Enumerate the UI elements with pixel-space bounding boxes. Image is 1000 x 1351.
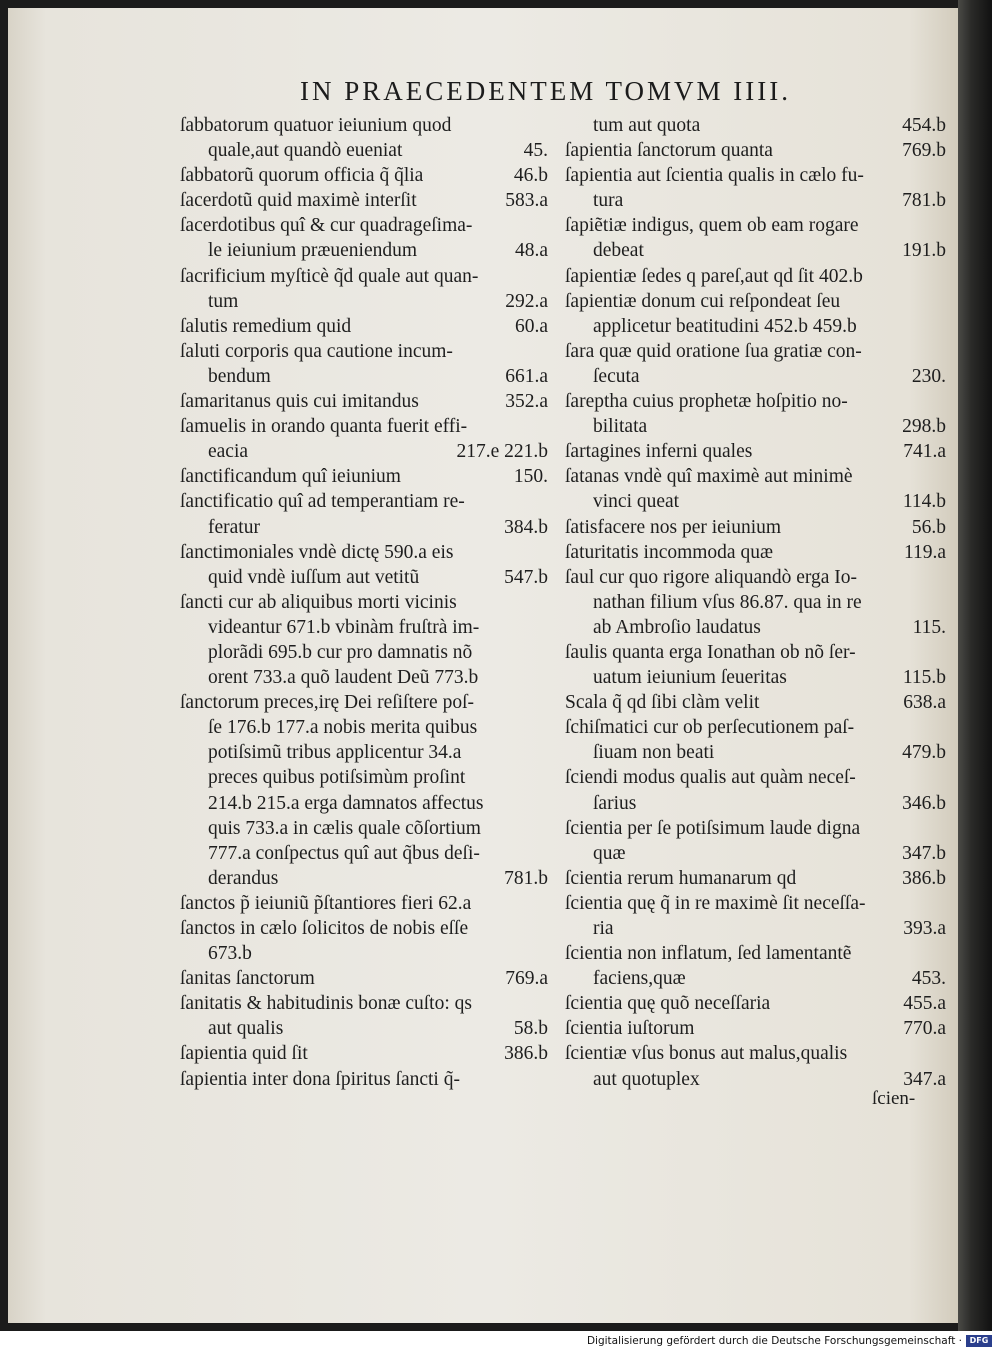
index-entry-line <box>565 941 950 966</box>
index-entry-reference: 547.b <box>504 566 548 588</box>
index-entry-text: ſartagines inferni quales <box>565 441 753 463</box>
index-entry-text: ſamuelis in orando quanta fuerit effi- <box>180 416 468 438</box>
index-entry-line <box>180 866 552 891</box>
index-entry-text: ab Ambroſio laudatus <box>593 616 761 638</box>
index-entry-line <box>565 414 950 439</box>
index-entry-reference: 217.e 221.b <box>456 441 548 463</box>
index-entry-line <box>180 891 552 916</box>
index-entry-line <box>180 138 552 163</box>
index-entry-reference: 346.b <box>902 792 946 814</box>
index-entry-reference: 781.b <box>504 867 548 889</box>
index-entry-line <box>565 464 950 489</box>
index-entry-text: debeat <box>593 240 644 262</box>
index-entry-text: bendum <box>208 365 271 387</box>
index-entry-reference: 45. <box>523 140 548 162</box>
index-entry-line <box>180 816 552 841</box>
index-entry-text: ſatisfacere nos per ieiunium <box>565 516 782 538</box>
index-entry-reference: 455.a <box>903 993 946 1015</box>
index-entry-line <box>565 439 950 464</box>
index-entry-line <box>180 1016 552 1041</box>
index-column-right <box>565 113 950 1092</box>
index-entry-line <box>565 213 950 238</box>
index-entry-line <box>180 439 552 464</box>
index-entry-text: quale,aut quandò eueniat <box>208 140 403 162</box>
index-entry-line <box>180 715 552 740</box>
index-entry-reference: 454.b <box>902 115 946 136</box>
index-entry-text: ſapientiæ donum cui reſpondeat ſeu <box>565 290 841 312</box>
index-entry-text: ſatanas vndè quî maximè aut minimè <box>565 466 853 488</box>
index-entry-line <box>565 1041 950 1066</box>
index-entry-reference: 119.a <box>903 541 946 563</box>
index-entry-reference: 393.a <box>903 918 946 939</box>
catchword: ſcien- <box>872 1088 916 1109</box>
index-entry-text: videantur 671.b vbinàm fruſtrà im- <box>208 616 480 638</box>
index-entry-reference: 769.b <box>902 140 946 162</box>
index-entry-reference: 115. <box>912 616 946 638</box>
index-entry-line <box>180 740 552 765</box>
page-header-title: IN PRAECEDENTEM TOMVM IIII. <box>300 76 791 106</box>
index-entry-line <box>180 615 552 640</box>
index-entry-line <box>180 791 552 816</box>
index-entry-line <box>565 264 950 289</box>
index-entry-text: Scala q̃ qd ſibi clàm velit <box>565 692 760 714</box>
index-entry-text: vinci queat <box>593 491 680 513</box>
index-entry-line <box>565 791 950 816</box>
index-entry-reference: 150. <box>513 466 548 488</box>
index-entry-text: quis 733.a in cælis quale cõſortium <box>208 817 481 839</box>
index-entry-text: ſapientia inter dona ſpiritus ſancti q̃- <box>180 1068 460 1090</box>
index-entry-text: ſcientia per ſe potiſsimum laude digna <box>565 817 861 839</box>
index-entry-text: ſcientia non inflatum, ſed lamentantẽ <box>565 943 852 965</box>
index-entry-line <box>565 163 950 188</box>
index-entry-line <box>180 941 552 966</box>
index-entry-line <box>565 364 950 389</box>
index-entry-text: ſareptha cuius prophetæ hoſpitio no- <box>565 391 848 413</box>
index-entry-line <box>565 389 950 414</box>
index-entry-line <box>180 489 552 514</box>
index-entry-line <box>565 916 950 941</box>
index-entry-reference: 46.b <box>513 165 548 187</box>
index-entry-line <box>180 966 552 991</box>
index-entry-text: ſanctimoniales vndè dictę 590.a eis <box>180 541 454 563</box>
index-entry-text: feratur <box>208 516 260 538</box>
index-entry-text: ſaluti corporis qua cautione incum- <box>180 340 453 362</box>
index-entry-line <box>180 213 552 238</box>
index-entry-line <box>565 841 950 866</box>
index-entry-line <box>180 389 552 414</box>
index-entry-text: ſcientia rerum humanarum qd <box>565 867 797 889</box>
index-entry-text: ſanctificatio quî ad temperantiam re- <box>180 491 465 513</box>
index-entry-line <box>565 1016 950 1041</box>
index-entry-reference: 638.a <box>903 692 946 714</box>
index-entry-reference: 386.b <box>504 1043 548 1065</box>
index-entry-line <box>180 565 552 590</box>
index-entry-text: ſacrificium myſticè q̃d quale aut quan- <box>180 265 479 287</box>
index-entry-reference: 292.a <box>505 290 548 312</box>
index-entry-line <box>180 765 552 790</box>
index-entry-line <box>180 339 552 364</box>
index-entry-reference: 48.a <box>514 240 548 262</box>
index-entry-text: faciens,quæ <box>593 968 686 990</box>
index-entry-line <box>180 590 552 615</box>
index-entry-text: ſcientia quę quõ neceſſaria <box>565 993 771 1015</box>
index-entry-line <box>565 740 950 765</box>
index-entry-reference: 661.a <box>505 365 548 387</box>
index-entry-text: ſanitas ſanctorum <box>180 968 315 990</box>
index-entry-line <box>565 966 950 991</box>
index-entry-text: ſiuam non beati <box>593 742 715 764</box>
dfg-logo: DFG <box>966 1335 992 1347</box>
index-entry-reference: 230. <box>911 365 946 387</box>
index-entry-text: preces quibus potiſsimùm proſint <box>208 767 466 789</box>
index-entry-line <box>180 841 552 866</box>
index-entry-line <box>565 489 950 514</box>
index-entry-reference: 191.b <box>902 240 946 262</box>
index-entry-reference: 347.a <box>903 1068 946 1090</box>
index-entry-line <box>180 163 552 188</box>
index-entry-line <box>180 264 552 289</box>
index-entry-text: ſaturitatis incommoda quæ <box>565 541 773 563</box>
index-entry-text: ſamaritanus quis cui imitandus <box>180 391 419 413</box>
index-entry-text: bilitata <box>593 416 648 438</box>
index-entry-text: ſarius <box>593 792 637 814</box>
index-entry-text: quid vndè iuſſum aut vetitũ <box>208 566 420 588</box>
index-entry-text: le ieiunium præueniendum <box>208 240 418 262</box>
index-entry-line <box>180 665 552 690</box>
index-entry-text: ſcientiæ vſus bonus aut malus,qualis <box>565 1043 848 1065</box>
index-entry-reference: 352.a <box>505 391 548 413</box>
index-entry-text: ſchiſmatici cur ob perſecutionem paſ- <box>565 717 855 739</box>
index-entry-text: ſalutis remedium quid <box>180 315 352 337</box>
index-entry-line <box>565 640 950 665</box>
index-entry-text: tura <box>593 190 624 212</box>
index-entry-reference: 386.b <box>902 867 946 889</box>
index-entry-line <box>180 1067 552 1092</box>
index-entry-line <box>565 891 950 916</box>
index-entry-line <box>565 515 950 540</box>
index-entry-text: ſacerdotibus quî & cur quadrageſima- <box>180 215 473 237</box>
index-entry-line <box>565 565 950 590</box>
index-entry-line <box>565 188 950 213</box>
index-entry-reference: 58.b <box>513 1018 548 1040</box>
index-entry-line <box>180 640 552 665</box>
index-entry-text: ſcientia iuſtorum <box>565 1018 695 1040</box>
index-entry-line <box>565 715 950 740</box>
index-entry-text: ſanitatis & habitudinis bonæ cuſto: qs <box>180 993 472 1015</box>
index-entry-text: aut qualis <box>208 1018 284 1040</box>
index-entry-text: ſe 176.b 177.a nobis merita quibus <box>208 717 478 739</box>
index-entry-line <box>180 991 552 1016</box>
index-entry-line <box>180 238 552 263</box>
index-entry-line <box>565 615 950 640</box>
index-entry-text: quæ <box>593 842 626 864</box>
index-entry-line <box>565 991 950 1016</box>
index-entry-text: ſanctificandum quî ieiunium <box>180 466 401 488</box>
index-entry-text: ria <box>593 918 614 939</box>
index-entry-text: 673.b <box>208 943 252 965</box>
index-entry-line <box>180 289 552 314</box>
index-entry-reference: 781.b <box>902 190 946 212</box>
index-entry-line <box>180 540 552 565</box>
index-entry-text: ſapientia ſanctorum quanta <box>565 140 773 162</box>
index-entry-reference: 770.a <box>903 1018 946 1040</box>
index-entry-reference: 347.b <box>902 842 946 864</box>
index-column-left <box>180 113 552 1092</box>
index-entry-line <box>565 765 950 790</box>
index-entry-line <box>180 113 552 138</box>
index-entry-text: ſaul cur quo rigore aliquandò erga Io- <box>565 566 858 588</box>
index-entry-reference: 479.b <box>902 742 946 764</box>
index-entry-line <box>180 464 552 489</box>
index-entry-text: ſaulis quanta erga Ionathan ob nõ ſer- <box>565 641 856 663</box>
index-entry-text: tum <box>208 290 239 312</box>
index-entry-text: ſara quæ quid oratione ſua gratiæ con- <box>565 340 862 362</box>
index-entry-text: uatum ieiunium ſeueritas <box>593 667 787 689</box>
digitization-credit: Digitalisierung gefördert durch die Deutsche Forschungsgemeinschaft · <box>586 1335 962 1347</box>
index-entry-line <box>565 138 950 163</box>
index-entry-text: ſecuta <box>593 365 640 387</box>
index-entry-reference: 453. <box>911 968 946 990</box>
index-entry-reference: 384.b <box>504 516 548 538</box>
index-entry-line <box>565 540 950 565</box>
index-entry-text: ſapientiæ ſedes q pareſ,aut qd ſit 402.b <box>565 265 863 287</box>
index-entry-text: ſapientia aut ſcientia qualis in cælo fu- <box>565 165 864 187</box>
index-entry-text: ſanctorum preces,irę Dei reſiſtere poſ- <box>180 692 474 714</box>
index-entry-line <box>180 314 552 339</box>
index-entry-line <box>565 590 950 615</box>
index-entry-text: ſapiẽtiæ indigus, quem ob eam rogare <box>565 215 859 237</box>
index-entry-line <box>565 690 950 715</box>
index-entry-text: potiſsimũ tribus applicentur 34.a <box>208 742 462 764</box>
index-entry-text: ſacerdotũ quid maximè interſit <box>180 190 417 212</box>
index-entry-line <box>565 816 950 841</box>
index-entry-text: 777.a conſpectus quî aut q̃bus deſi- <box>208 842 480 864</box>
index-entry-text: ſanctos in cælo ſolicitos de nobis eſſe <box>180 918 469 939</box>
index-entry-text: ſancti cur ab aliquibus morti vicinis <box>180 591 457 613</box>
index-entry-line <box>180 414 552 439</box>
index-entry-reference: 115.b <box>902 667 946 689</box>
index-entry-text: applicetur beatitudini 452.b 459.b <box>593 315 857 337</box>
index-entry-line <box>180 690 552 715</box>
index-entry-text: plorãdi 695.b cur pro damnatis nõ <box>208 641 473 663</box>
index-entry-line <box>565 289 950 314</box>
index-entry-text: derandus <box>208 867 279 889</box>
index-entry-text: ſapientia quid ſit <box>180 1043 308 1065</box>
index-entry-text: 214.b 215.a erga damnatos affectus <box>208 792 484 814</box>
index-entry-line <box>565 113 950 138</box>
index-entry-line <box>180 188 552 213</box>
index-entry-reference: 741.a <box>903 441 946 463</box>
index-entry-reference: 583.a <box>505 190 548 212</box>
index-entry-reference: 298.b <box>902 416 946 438</box>
book-spine <box>958 0 992 1331</box>
index-entry-line <box>565 314 950 339</box>
index-entry-reference: 769.a <box>505 968 548 990</box>
index-entry-line <box>565 339 950 364</box>
index-entry-text: orent 733.a quõ laudent Deũ 773.b <box>208 667 479 689</box>
index-entry-reference: 114.b <box>902 491 946 513</box>
index-entry-line <box>180 916 552 941</box>
index-entry-line <box>180 515 552 540</box>
index-entry-reference: 60.a <box>514 315 548 337</box>
index-entry-line <box>565 238 950 263</box>
index-entry-line <box>180 364 552 389</box>
index-entry-text: ſciendi modus qualis aut quàm neceſ- <box>565 767 856 789</box>
index-entry-text: nathan filium vſus 86.87. qua in re <box>593 591 862 613</box>
index-entry-line <box>180 1041 552 1066</box>
index-entry-text: ſcientia quę q̃ in re maximè ſit neceſſa- <box>565 892 866 914</box>
index-entry-line <box>565 665 950 690</box>
index-entry-line <box>565 866 950 891</box>
index-entry-text: ſabbatorũ quorum officia q̃ q̃lia <box>180 165 424 187</box>
index-entry-text: eacia <box>208 441 249 463</box>
index-entry-text: aut quotuplex <box>593 1068 700 1090</box>
index-entry-text: tum aut quota <box>593 115 701 136</box>
index-entry-reference: 56.b <box>911 516 946 538</box>
index-entry-text: ſabbatorum quatuor ieiunium quod <box>180 115 452 136</box>
index-entry-text: ſanctos p̃ ieiuniũ p̃ſtantiores fieri 62.a <box>180 892 472 914</box>
